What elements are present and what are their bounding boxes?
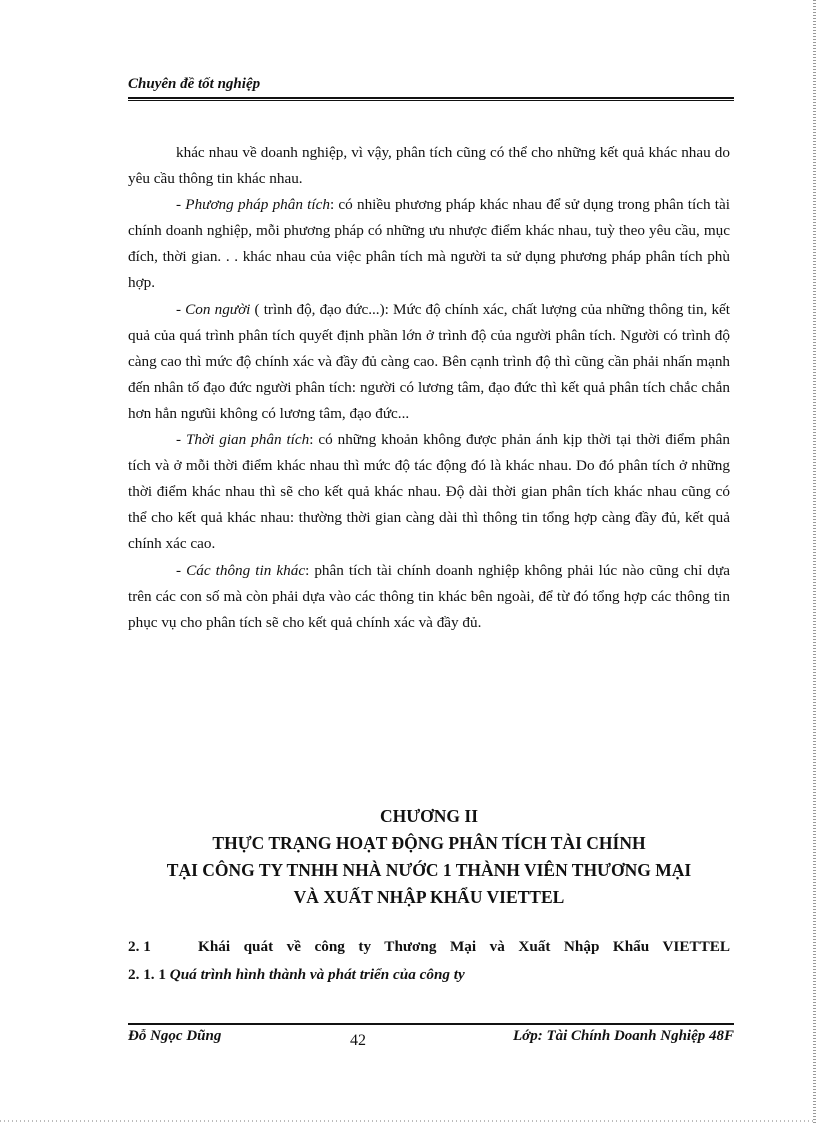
subsection-title: Quá trình hình thành và phát triển của công ty (169, 966, 465, 983)
author-name: Đỗ Ngọc Dũng (128, 1028, 222, 1044)
running-header: Chuyên đề tốt nghiệp (128, 76, 261, 92)
paragraph-text: : phân tích tài chính doanh nghiệp không phải lúc nào cũng chỉ dựa trên các con số mà còn phải dựa vào các thông tin khác bên ngoài, để từ đó tổng hợp các thông tin phục vụ cho phân tích sẽ cho kết quả chính xác và đầy đủ. (128, 561, 730, 631)
chapter-number: CHƯƠNG II (379, 806, 479, 826)
class-label: Lớp: Tài Chính Doanh Nghiệp 48F (512, 1028, 734, 1044)
term-label: - Phương pháp phân tích (176, 196, 330, 214)
paragraph-text: : có những khoản không được phản ánh kịp thời tại thời điểm phân tích và ở mỗi thời điểm khác nhau thì mức độ tác động đó là khác nhau. Do đó phân tích ở những thời điểm khác nhau thì sẽ cho kết quả khác nhau. Độ dài thời gian phân tích khác nhau cũng có thể cho kết quả khác nhau: thường thời gian càng dài thì thông tin tổng hợp càng đầy đủ, kết quả chính xác cao. (128, 431, 730, 553)
section-number: 2. 1 (128, 938, 151, 955)
term-label: - Thời gian phân tích (176, 431, 310, 449)
subsection-heading (128, 966, 465, 984)
term-label: - Con người (176, 300, 251, 318)
subsection-number: 2. 1. 1 (128, 966, 166, 983)
paragraph (128, 192, 730, 296)
chapter-heading (128, 803, 730, 911)
page-number: 42 (350, 1032, 366, 1049)
chapter-title-line: TẠI CÔNG TY TNHH NHÀ NƯỚC 1 THÀNH VIÊN THƯƠNG MẠI (166, 860, 692, 880)
chapter-title-line: THỰC TRẠNG HOẠT ĐỘNG PHÂN TÍCH TÀI CHÍNH (212, 833, 646, 853)
section-title: Khái quát về công ty Thương Mại và Xuất Nhập Khẩu VIETTEL (198, 938, 730, 955)
paragraph-text: ( trình độ, đạo đức...): Mức độ chính xác, chất lượng của những thông tin, kết quả của quá trình phân tích quyết định phần lớn ở trình độ của người phân tích. Người có trình độ càng cao thì mức độ chính xác và đầy đủ càng cao. Bên cạnh trình độ thì cũng cần phải nhấn mạnh đến nhân tố đạo đức người phân tích: người có lương tâm, đạo đức thì kết quả phân tích chắc chắn hơn hẳn ngưũi không có lương tâm, đạo đức... (128, 300, 731, 422)
footer-rule (128, 1023, 734, 1025)
paragraph (128, 297, 730, 427)
header-rule-thin (128, 100, 734, 101)
section-heading (128, 938, 730, 956)
paragraph: khác nhau về doanh nghiệp, vì vậy, phân tích cũng có thể cho những kết quả khác nhau do yêu cầu thông tin khác nhau. (128, 144, 730, 188)
body-text (128, 140, 730, 636)
header-rule (128, 97, 734, 99)
chapter-title-line: VÀ XUẤT NHẬP KHẨU VIETTEL (293, 887, 565, 907)
paragraph (128, 558, 730, 636)
paragraph-text: : có nhiều phương pháp khác nhau để sử dụng trong phân tích tài chính doanh nghiệp, mỗi phương pháp có những ưu nhược điểm khác nhau, tuỳ theo yêu cầu, mục đích, thời gian. . . khác nhau của việc phân tích mà người ta sử dụng phương pháp phân tích phù hợp. (128, 196, 730, 292)
page-edge-shadow (0, 1120, 816, 1122)
paragraph (128, 427, 730, 557)
term-label: - Các thông tin khác (176, 561, 306, 579)
